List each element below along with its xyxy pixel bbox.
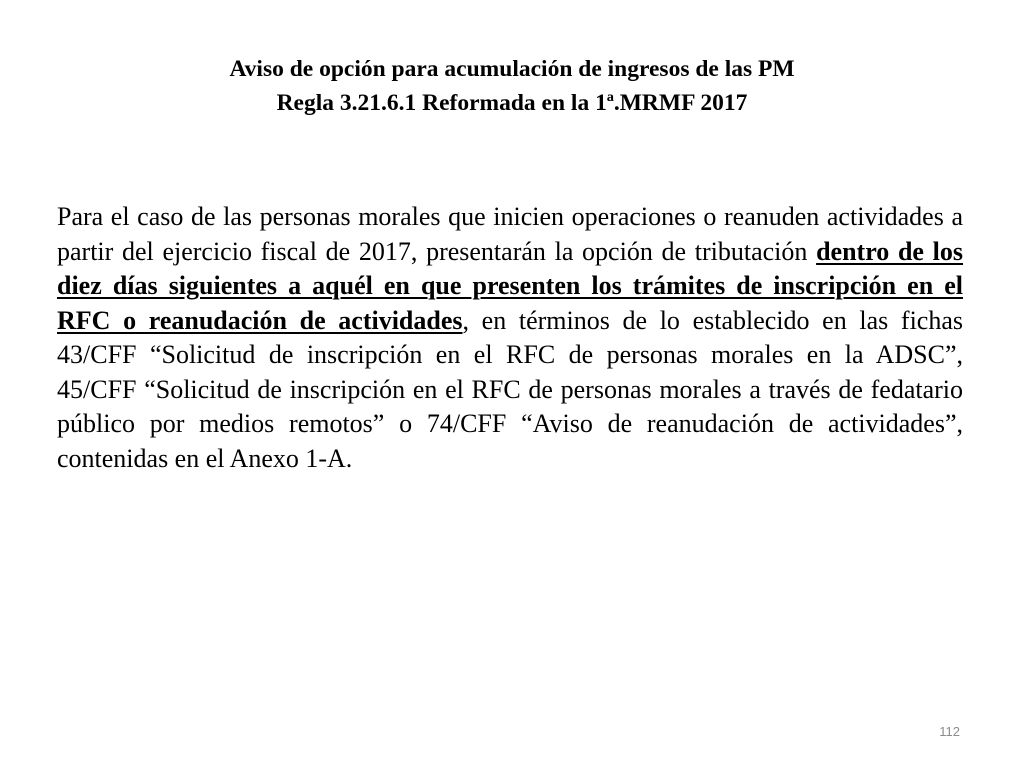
page-number: 112 <box>939 724 960 739</box>
body-emphasis-underlined: dentro de los diez días siguientes a aquél en que presenten los trámites de inscripción en el RFC o reanudación de actividades <box>57 236 964 335</box>
slide-title <box>60 52 964 120</box>
title-line-1: Aviso de opción para acumulación de ingresos de las PM <box>229 56 795 82</box>
body-text-part-2: , en términos de lo establecido en las fichas 43/CFF “Solicitud de inscripción en el RFC de personas morales en la ADSC”, 45/CFF “Solicitud de inscripción en el RFC de personas morales a través de fedatario público por medios remotos” o 74/CFF “Aviso de reanudación de actividades”, contenidas en el Anexo 1-A. <box>57 305 963 473</box>
title-line-2: Regla 3.21.6.1 Reformada en la 1ª.MRMF 2017 <box>276 90 748 116</box>
body-paragraph <box>57 200 963 476</box>
body-text-part-1: Para el caso de las personas morales que inicien operaciones o reanuden actividades a partir del ejercicio fiscal de 2017, presentarán la opción de tributación <box>57 202 963 266</box>
